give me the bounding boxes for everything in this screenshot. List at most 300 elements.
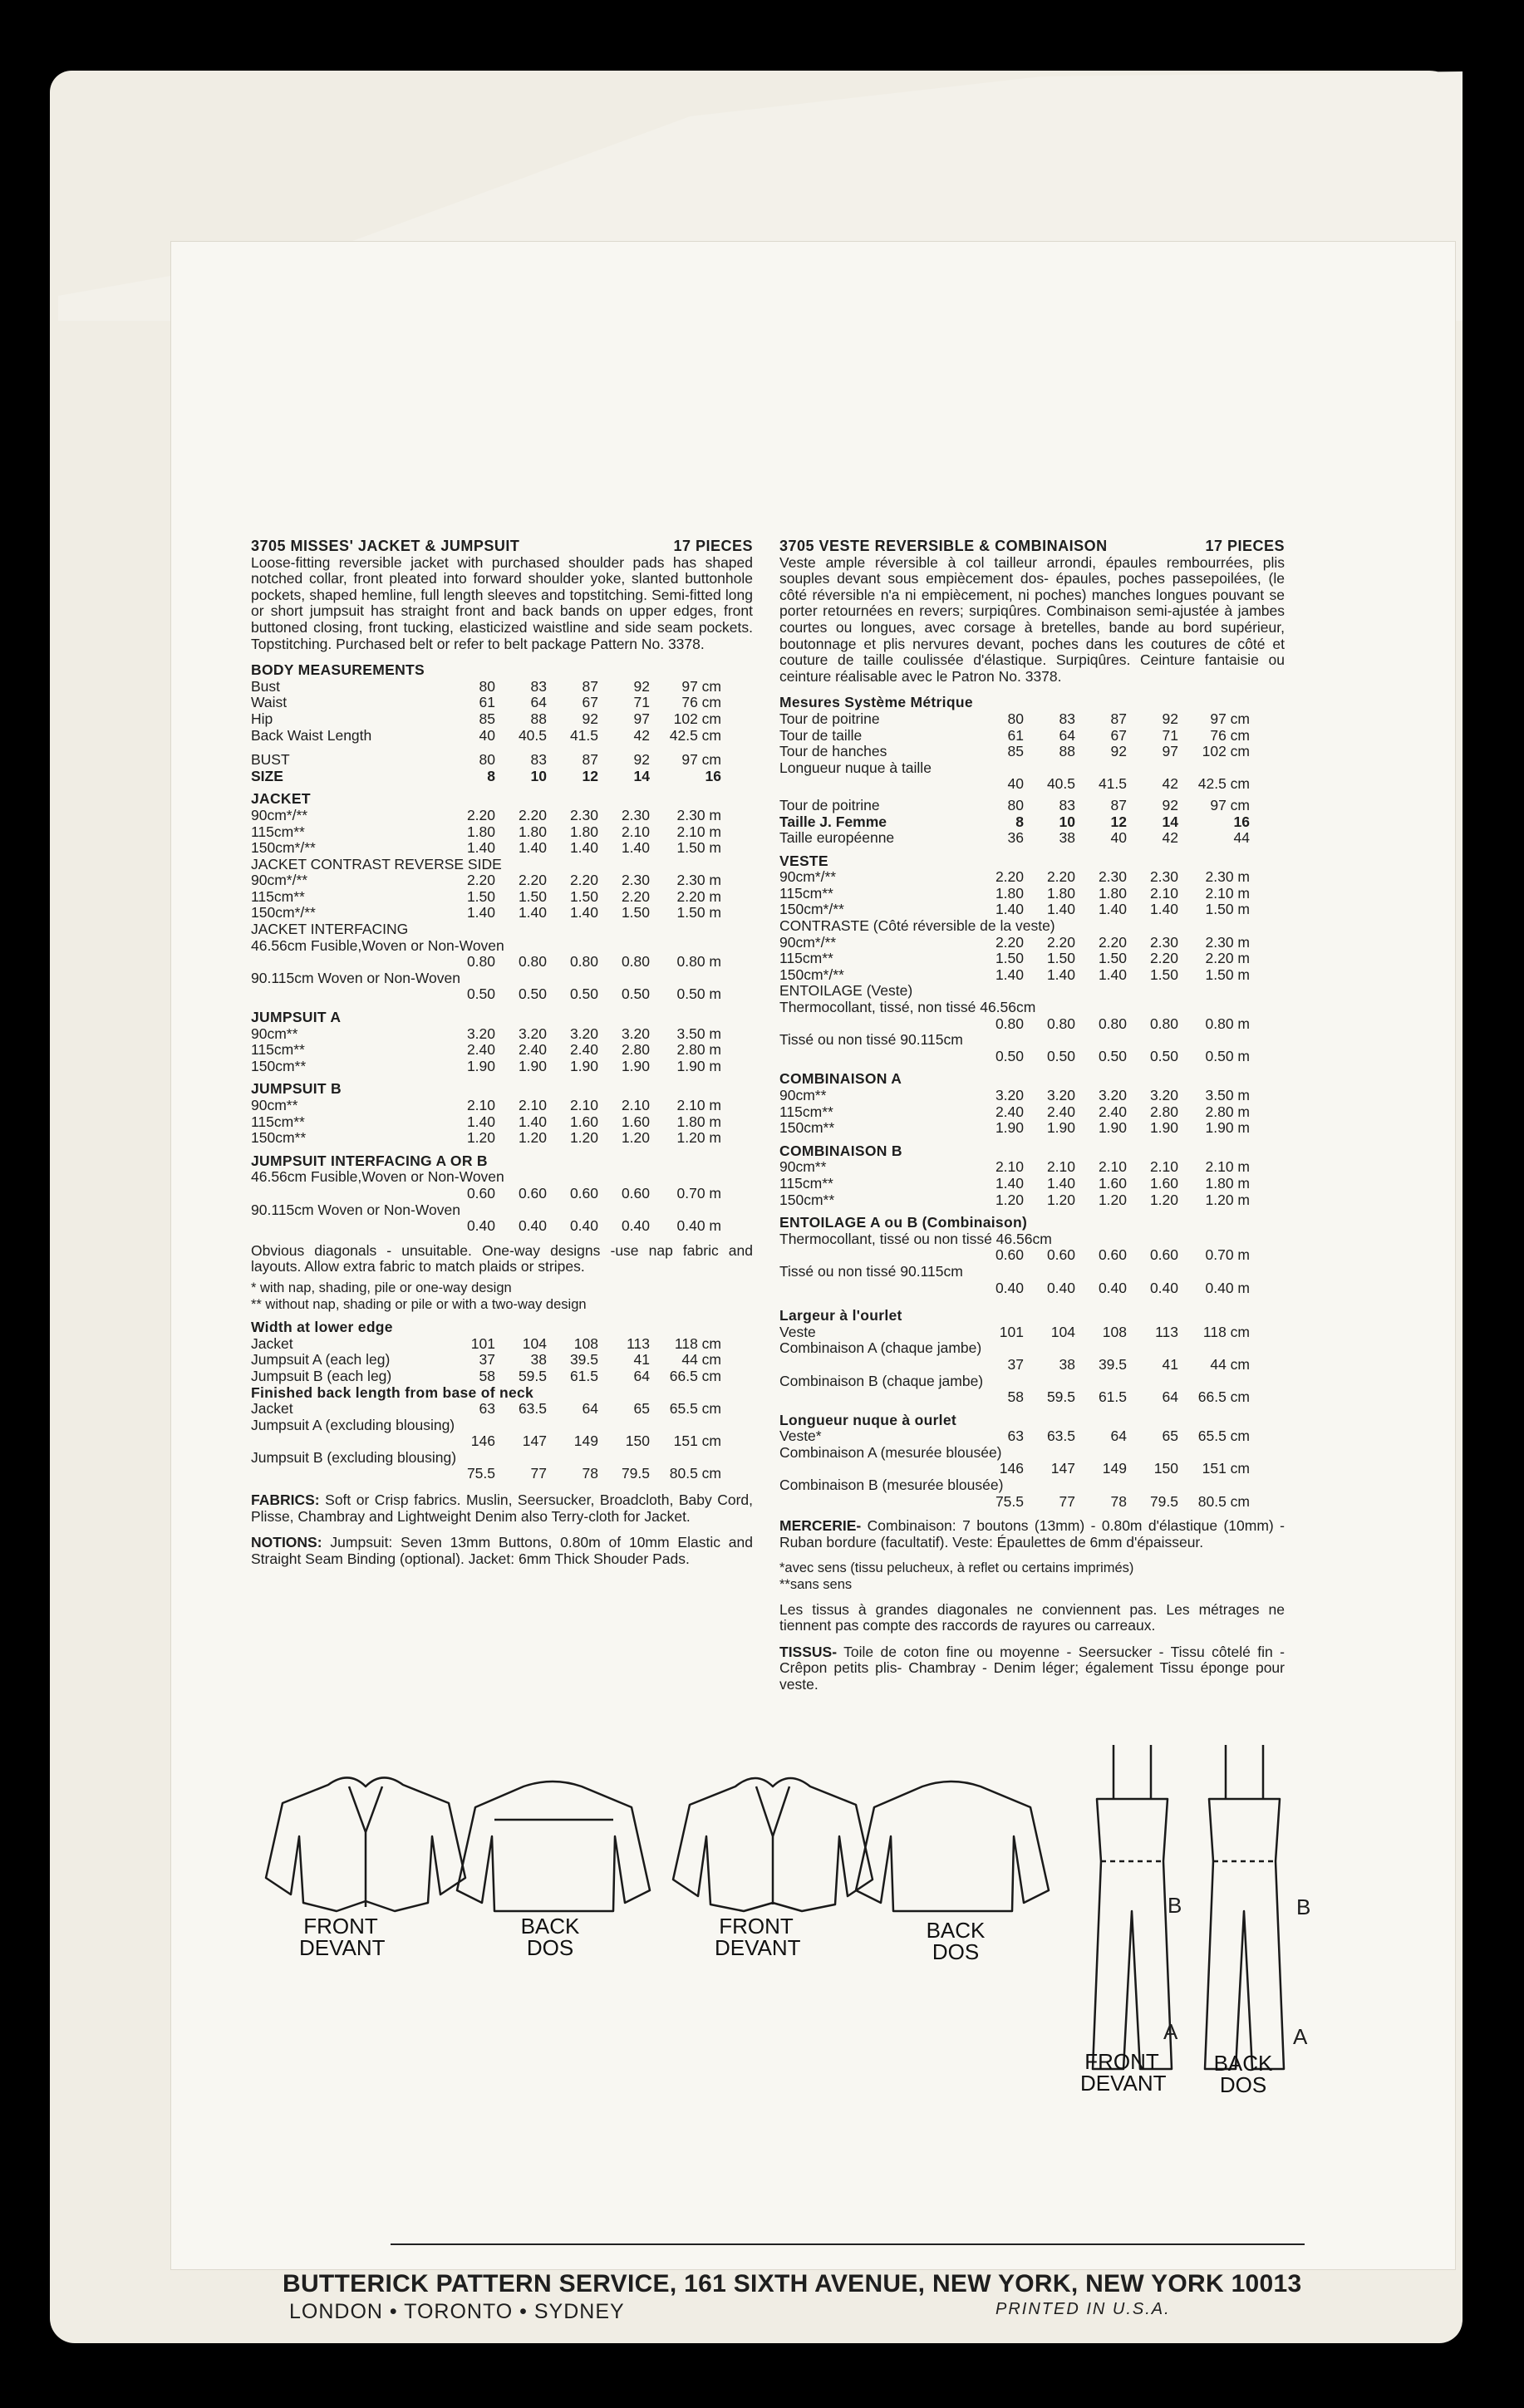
view-a-letter-front: A xyxy=(1163,2019,1178,2044)
row-value: 0.50 xyxy=(1046,1047,1075,1064)
row-label: 115cm** xyxy=(779,1103,833,1120)
row-value: 1.90 xyxy=(995,1119,1024,1137)
row-value: 42.5 cm xyxy=(669,726,721,744)
row-value: 97 cm xyxy=(1210,796,1250,813)
row-value: 118 cm xyxy=(674,1334,721,1352)
row-value: 1.40 xyxy=(1046,966,1075,983)
row-value: 1.40 xyxy=(569,904,598,921)
largeur-heading: Largeur à l'ourlet xyxy=(779,1307,902,1324)
row-value: 1.40 xyxy=(466,1113,495,1130)
row-value: 44 cm xyxy=(1210,1355,1250,1373)
row-value: 41 xyxy=(633,1351,650,1369)
row-value: 3.20 xyxy=(1046,1087,1075,1103)
row-value: 0.60 xyxy=(466,1184,495,1202)
row-value: 83 xyxy=(530,751,547,769)
row-label: Tour de poitrine xyxy=(779,710,880,727)
row-value: 40 xyxy=(1110,829,1127,847)
row-label: 150cm** xyxy=(251,1058,307,1074)
row-value: 37 xyxy=(1007,1355,1024,1373)
row-value: 87 xyxy=(1110,710,1127,727)
row-value: 0.40 xyxy=(569,1217,598,1235)
row-value: 1.40 xyxy=(518,1113,547,1130)
entoilage-heading: ENTOILAGE (Veste) xyxy=(779,982,913,1000)
row-value: 2.20 xyxy=(995,868,1024,886)
row-value: 80 xyxy=(1007,710,1024,727)
row-value: 61 xyxy=(479,694,495,711)
row-label: 150cm*/** xyxy=(779,966,844,983)
row-value: 3.20 xyxy=(1098,1087,1127,1103)
row-value: 1.50 xyxy=(995,950,1024,967)
diagonals-note: Obvious diagonals - unsuitable. One-way designs -use nap fabric and layouts. Allow extra fabric to match plaids or stripes. xyxy=(251,1241,753,1275)
row-value: 0.80 xyxy=(518,953,547,971)
back-label: BACK xyxy=(1213,2051,1273,2076)
jacket-back-drawing-2 xyxy=(856,1781,1049,1911)
row-value: 2.80 m xyxy=(1205,1103,1250,1120)
row-value: 2.20 m xyxy=(676,887,721,905)
tissus-text: Toile de coton fine ou moyenne - Seersucker - Tissu côtelé fin - Crêpon petits plis- Chambray - Denim léger; également Tissu éponge pour veste. xyxy=(779,1643,1285,1693)
row-value: 42.5 cm xyxy=(1197,775,1250,793)
row-value: 39.5 xyxy=(1098,1355,1127,1373)
row-value: 151 cm xyxy=(673,1433,721,1450)
row-value: 1.50 m xyxy=(1205,966,1250,983)
row-value: 1.50 xyxy=(569,887,598,905)
row-value: 3.50 m xyxy=(1205,1087,1250,1103)
row-label: 150cm*/** xyxy=(779,902,844,918)
row-value: 64 xyxy=(530,694,547,711)
row-value: 101 xyxy=(470,1334,495,1352)
row-value: 146 xyxy=(999,1460,1024,1477)
row-value: 2.40 xyxy=(1046,1103,1075,1120)
jacket-heading: JACKET xyxy=(251,790,311,808)
row-value: 87 xyxy=(582,677,598,695)
row-value: 59.5 xyxy=(1046,1388,1075,1406)
row-value: 65.5 cm xyxy=(1197,1428,1250,1445)
dos-label: DOS xyxy=(526,1935,574,1960)
row-value: 2.10 xyxy=(995,1158,1024,1176)
row-value: 149 xyxy=(573,1433,598,1450)
french-pieces: 17 PIECES xyxy=(1205,538,1285,554)
row-label: Jumpsuit B (each leg) xyxy=(251,1368,392,1384)
row-value: 147 xyxy=(1050,1460,1075,1477)
row-value: 97 xyxy=(633,710,650,727)
row-label: Jumpsuit B (excluding blousing) xyxy=(251,1448,457,1466)
row-value: 2.40 xyxy=(995,1103,1024,1120)
row-label: 150cm** xyxy=(779,1192,835,1208)
row-value: 97 cm xyxy=(1210,710,1250,727)
row-label: 90cm*/** xyxy=(779,869,837,886)
row-value: 65.5 cm xyxy=(669,1400,721,1418)
row-value: 67 xyxy=(1110,726,1127,744)
row-value: 41.5 xyxy=(569,726,598,744)
row-value: 80.5 cm xyxy=(669,1465,721,1482)
row-value: 1.40 xyxy=(466,904,495,921)
row-label: 115cm** xyxy=(779,885,833,902)
row-label: Jumpsuit A (each leg) xyxy=(251,1352,391,1369)
row-value: 2.20 xyxy=(1046,868,1075,886)
row-value: 0.50 xyxy=(466,985,495,1003)
row-value: 16 xyxy=(705,767,721,784)
row-label: Taille J. Femme xyxy=(779,813,887,830)
jacket-back-drawing-1 xyxy=(457,1781,650,1911)
row-value: 1.60 xyxy=(1098,1174,1127,1192)
row-value: 150 xyxy=(1153,1460,1178,1477)
row-value: 1.40 xyxy=(518,839,547,857)
row-value: 38 xyxy=(1059,1355,1075,1373)
row-value: 1.90 xyxy=(1098,1119,1127,1137)
row-value: 2.10 xyxy=(466,1097,495,1113)
footer-rule xyxy=(391,2243,1305,2245)
row-value: 97 cm xyxy=(681,677,721,695)
row-value: 0.50 m xyxy=(1205,1047,1250,1064)
row-label: Combinaison A (mesurée blousée) xyxy=(779,1443,1002,1461)
row-value: 75.5 xyxy=(466,1465,495,1482)
row-value: 10 xyxy=(530,767,547,784)
row-value: 66.5 cm xyxy=(1197,1388,1250,1406)
row-value: 80 xyxy=(479,677,495,695)
combinaison-b-heading: COMBINAISON B xyxy=(779,1142,902,1159)
jacket-front-label-2 xyxy=(715,1914,801,1960)
row-value: 79.5 xyxy=(1149,1492,1178,1510)
row-value: 1.90 m xyxy=(1205,1119,1250,1137)
row-value: 0.80 xyxy=(621,953,650,971)
row-value: 1.50 xyxy=(1149,966,1178,983)
row-value: 108 xyxy=(1102,1323,1127,1340)
row-label: 90cm** xyxy=(779,1088,827,1103)
row-value: 64 xyxy=(633,1367,650,1384)
row-value: 12 xyxy=(582,767,598,784)
veste-heading: VESTE xyxy=(779,852,828,869)
row-value: 0.80 xyxy=(569,953,598,971)
row-value: 3.20 xyxy=(1149,1087,1178,1103)
row-label: Tour de poitrine xyxy=(779,797,880,813)
row-value: 3.20 xyxy=(621,1025,650,1042)
row-value: 2.20 xyxy=(995,933,1024,951)
row-value: 104 xyxy=(522,1334,547,1352)
jacket-front-label-1 xyxy=(299,1914,386,1960)
row-label: Hip xyxy=(251,710,273,727)
row-value: 3.20 xyxy=(466,1025,495,1042)
row-value: 0.50 xyxy=(1149,1047,1178,1064)
row-value: 149 xyxy=(1102,1460,1127,1477)
devant-label: DEVANT xyxy=(715,1935,801,1960)
row-value: 14 xyxy=(633,767,650,784)
row-label: 150cm** xyxy=(251,1130,307,1147)
row-value: 2.20 xyxy=(518,806,547,823)
row-value: 2.20 xyxy=(518,872,547,889)
row-value: 78 xyxy=(582,1465,598,1482)
row-value: 1.20 xyxy=(569,1129,598,1147)
jumpsuit-a-heading: JUMPSUIT A xyxy=(251,1009,342,1026)
jacket-interfacing-heading: JACKET INTERFACING xyxy=(251,921,409,938)
row-label: 150cm** xyxy=(779,1120,835,1137)
row-value: 87 xyxy=(1110,796,1127,813)
devant-label: DEVANT xyxy=(299,1935,386,1960)
row-value: 1.50 xyxy=(621,904,650,921)
row-value: 1.20 xyxy=(1046,1191,1075,1208)
row-value: 101 xyxy=(999,1323,1024,1340)
row-value: 92 xyxy=(1162,796,1178,813)
row-value: 14 xyxy=(1162,813,1178,830)
jumpsuit-b-heading: JUMPSUIT B xyxy=(251,1080,342,1098)
row-label: 46.56cm Fusible,Woven or Non-Woven xyxy=(251,1168,504,1186)
row-label: 115cm** xyxy=(251,888,305,905)
row-value: 38 xyxy=(1059,829,1075,847)
row-label: 90cm** xyxy=(251,1098,298,1113)
mesures-heading: Mesures Système Métrique xyxy=(779,694,973,711)
row-value: 1.20 m xyxy=(676,1129,721,1147)
row-value: 1.40 xyxy=(621,839,650,857)
row-label: 90cm*/** xyxy=(779,934,837,951)
row-label: Jumpsuit A (excluding blousing) xyxy=(251,1416,455,1433)
row-value: 102 cm xyxy=(1202,743,1250,760)
row-label: 90.115cm Woven or Non-Woven xyxy=(251,969,460,986)
row-value: 147 xyxy=(522,1433,547,1450)
row-value: 1.40 xyxy=(1046,1174,1075,1192)
row-value: 2.30 xyxy=(621,806,650,823)
french-title: 3705 VESTE REVERSIBLE & COMBINAISON xyxy=(779,538,1108,554)
row-value: 1.80 xyxy=(569,823,598,840)
row-value: 10 xyxy=(1059,813,1075,830)
row-value: 0.80 xyxy=(1098,1015,1127,1032)
row-value: 1.90 xyxy=(466,1057,495,1074)
row-value: 77 xyxy=(530,1465,547,1482)
row-value: 1.50 xyxy=(466,887,495,905)
row-value: 2.30 xyxy=(1149,933,1178,951)
row-value: 1.80 xyxy=(995,884,1024,902)
english-title: 3705 MISSES' JACKET & JUMPSUIT xyxy=(251,538,520,554)
row-label: 150cm*/** xyxy=(251,840,316,857)
row-value: 2.10 m xyxy=(676,823,721,840)
mercerie-text: Combinaison: 7 boutons (13mm) - 0.80m d'élastique (10mm) - Ruban bordure (facultatif). Veste: Épaulettes de 6mm d'épaisseur. xyxy=(779,1517,1286,1550)
row-value: 0.60 xyxy=(518,1184,547,1202)
row-value: 1.20 m xyxy=(1205,1191,1250,1208)
row-value: 2.80 xyxy=(1149,1103,1178,1120)
row-value: 0.80 m xyxy=(676,953,721,971)
row-label: Tour de taille xyxy=(779,727,863,744)
row-value: 2.10 xyxy=(621,1097,650,1113)
row-label: 90cm*/** xyxy=(251,872,308,889)
row-value: 64 xyxy=(582,1400,598,1418)
row-value: 0.60 xyxy=(1149,1246,1178,1264)
row-value: 0.50 xyxy=(518,985,547,1003)
entoilage-ab-heading: ENTOILAGE A ou B (Combinaison) xyxy=(779,1214,1028,1231)
row-value: 1.80 xyxy=(518,823,547,840)
row-value: 1.40 xyxy=(995,1174,1024,1192)
row-value: 1.90 xyxy=(621,1057,650,1074)
french-description: Veste ample réversible à col tailleur arrondi, épaules rembourrées, plis souples devant sous empiècement dos- épaules, poches passepoilées, (le côté réversible n'a ni empiècement, ni poches) manches longues pouvant se porter retournées en revers; surpiqûres. Combinaison semi-ajustée à jambes courtes ou longues, avec corsage à bretelles, bande au bord supérieur, boutonnage et plis nervures devant, poches dans les coutures de côté et couture de taille coulissée d'élastique. Surpiqûres. Ceinture fantaisie ou ceinture réalisable avec le Patron No. 3378. xyxy=(779,553,1285,685)
row-value: 61 xyxy=(1007,726,1024,744)
row-value: 63 xyxy=(479,1400,495,1418)
row-label: Combinaison B (chaque jambe) xyxy=(779,1372,984,1389)
row-value: 150 xyxy=(625,1433,650,1450)
row-label: 90cm** xyxy=(779,1159,827,1176)
row-value: 65 xyxy=(633,1400,650,1418)
jumpsuit-back-label xyxy=(1202,2052,1285,2096)
row-value: 59.5 xyxy=(518,1367,547,1384)
row-label: 150cm*/** xyxy=(251,905,316,921)
row-value: 0.40 xyxy=(1098,1279,1127,1296)
row-value: 1.80 xyxy=(466,823,495,840)
row-value: 0.60 xyxy=(1098,1246,1127,1264)
row-value: 71 xyxy=(1162,726,1178,744)
row-value: 1.40 xyxy=(1149,901,1178,918)
row-value: 1.20 xyxy=(518,1129,547,1147)
row-value: 3.20 xyxy=(569,1025,598,1042)
row-value: 65 xyxy=(1162,1428,1178,1445)
footer-printed: PRINTED IN U.S.A. xyxy=(996,2300,1171,2318)
row-value: 1.20 xyxy=(621,1129,650,1147)
row-value: 87 xyxy=(582,751,598,769)
row-value: 102 cm xyxy=(673,710,721,727)
row-value: 151 cm xyxy=(1202,1460,1250,1477)
english-description: Loose-fitting reversible jacket with purchased shoulder pads has shaped notched collar, front pleated into forward shoulder yoke, slanted buttonhole pockets, shaped hemline, full length sleeves and topstitching. Semi-fitted long or short jumpsuit has straight front and back bands on upper edges, front buttoned closing, front tucking, elasticized waistline and side seam pockets. Topstitching. Purchased belt or refer to belt package Pattern No. 3378. xyxy=(251,553,753,652)
row-value: 0.40 xyxy=(466,1217,495,1235)
row-value: 1.50 xyxy=(518,887,547,905)
row-value: 2.10 m xyxy=(1205,884,1250,902)
notions-text: Jumpsuit: Seven 13mm Buttons, 0.80m of 10mm Elastic and Straight Seam Binding (optional). Jacket: 6mm Thick Shouder Pads. xyxy=(251,1534,753,1567)
row-value: 61.5 xyxy=(1098,1388,1127,1406)
row-label: 115cm** xyxy=(779,951,833,967)
row-label: Tour de hanches xyxy=(779,744,887,760)
row-value: 1.50 xyxy=(1046,950,1075,967)
longueur-heading: Longueur nuque à ourlet xyxy=(779,1411,957,1428)
row-value: 80 xyxy=(479,751,495,769)
english-pieces: 17 PIECES xyxy=(673,538,753,554)
row-value: 63.5 xyxy=(518,1400,547,1418)
row-value: 1.20 xyxy=(1149,1191,1178,1208)
row-value: 0.80 xyxy=(1046,1015,1075,1032)
row-value: 113 xyxy=(627,1334,650,1352)
row-value: 1.40 xyxy=(466,839,495,857)
jacket-back-label-1 xyxy=(509,1915,592,1958)
row-value: 36 xyxy=(1007,829,1024,847)
jacket-contrast-heading: JACKET CONTRAST REVERSE SIDE xyxy=(251,855,502,872)
row-label: Tissé ou non tissé 90.115cm xyxy=(779,1031,963,1049)
sens-note-1: *avec sens (tissu pelucheux, à reflet ou certains imprimés) xyxy=(779,1560,1134,1576)
row-value: 40.5 xyxy=(1046,775,1075,793)
row-label: Waist xyxy=(251,695,288,711)
row-value: 1.50 m xyxy=(676,904,721,921)
row-value: 83 xyxy=(1059,796,1075,813)
front-label: FRONT xyxy=(719,1914,794,1939)
row-label: Bust xyxy=(251,678,281,695)
row-label: Thermocollant, tissé ou non tissé 46.56cm xyxy=(779,1230,1052,1247)
row-value: 2.20 xyxy=(569,872,598,889)
row-value: 1.60 xyxy=(569,1113,598,1130)
fabrics-label: FABRICS: xyxy=(251,1491,320,1509)
row-value: 2.30 xyxy=(1149,868,1178,886)
row-value: 3.20 xyxy=(995,1087,1024,1103)
footer-cities: LONDON • TORONTO • SYDNEY xyxy=(289,2300,625,2323)
row-value: 64 xyxy=(1162,1388,1178,1406)
nap-note-2: ** without nap, shading or pile or with a two-way design xyxy=(251,1296,587,1312)
row-value: 85 xyxy=(479,710,495,727)
row-value: 146 xyxy=(470,1433,495,1450)
row-value: 77 xyxy=(1059,1492,1075,1510)
row-label: 115cm** xyxy=(251,1042,305,1059)
row-value: 0.60 xyxy=(1046,1246,1075,1264)
row-label: Combinaison A (chaque jambe) xyxy=(779,1339,982,1357)
row-label: 46.56cm Fusible,Woven or Non-Woven xyxy=(251,936,504,954)
front-label: FRONT xyxy=(303,1914,378,1939)
row-value: 2.20 xyxy=(1149,950,1178,967)
row-value: 40 xyxy=(1007,775,1024,793)
contraste-heading: CONTRASTE (Côté réversible de la veste) xyxy=(779,917,1055,935)
row-value: 0.40 xyxy=(1149,1279,1178,1296)
row-label: Jacket xyxy=(251,1401,293,1418)
row-value: 0.80 xyxy=(1149,1015,1178,1032)
row-value: 104 xyxy=(1050,1323,1075,1340)
row-value: 97 xyxy=(1162,743,1178,760)
row-value: 8 xyxy=(1015,813,1024,830)
row-value: 2.20 xyxy=(1046,933,1075,951)
row-value: 92 xyxy=(633,677,650,695)
row-value: 2.30 m xyxy=(676,872,721,889)
row-label: Back Waist Length xyxy=(251,727,372,744)
row-value: 2.80 xyxy=(621,1041,650,1059)
row-value: 1.60 xyxy=(1149,1174,1178,1192)
row-value: 79.5 xyxy=(621,1465,650,1482)
row-value: 58 xyxy=(1007,1388,1024,1406)
row-value: 92 xyxy=(582,710,598,727)
row-value: 0.40 xyxy=(621,1217,650,1235)
nap-note-1: * with nap, shading, pile or one-way design xyxy=(251,1280,512,1295)
row-label: Longueur nuque à taille xyxy=(779,759,932,776)
row-value: 1.60 xyxy=(621,1113,650,1130)
diagonales-note: Les tissus à grandes diagonales ne conviennent pas. Les métrages ne tiennent pas compte des raccords de rayures ou carreaux. xyxy=(779,1600,1285,1634)
row-value: 92 xyxy=(1162,710,1178,727)
row-value: 0.50 m xyxy=(676,985,721,1003)
row-value: 0.50 xyxy=(569,985,598,1003)
row-value: 1.80 m xyxy=(676,1113,721,1130)
row-value: 1.90 m xyxy=(676,1057,721,1074)
jacket-back-label-2 xyxy=(914,1919,997,1963)
mercerie-label: MERCERIE- xyxy=(779,1517,862,1535)
row-value: 0.60 xyxy=(569,1184,598,1202)
sens-note-2: **sans sens xyxy=(779,1577,853,1593)
row-value: 0.40 m xyxy=(676,1217,721,1235)
row-label: Veste* xyxy=(779,1428,822,1445)
row-value: 1.40 xyxy=(1098,901,1127,918)
row-value: 1.20 xyxy=(466,1129,495,1147)
row-value: 92 xyxy=(633,751,650,769)
row-value: 40 xyxy=(479,726,495,744)
view-b-letter-front: B xyxy=(1168,1893,1182,1918)
body-measurements-heading: BODY MEASUREMENTS xyxy=(251,661,425,679)
row-value: 41 xyxy=(1162,1355,1178,1373)
row-value: 42 xyxy=(1162,829,1178,847)
row-label: Veste xyxy=(779,1324,816,1340)
row-value: 64 xyxy=(1110,1428,1127,1445)
row-value: 80.5 cm xyxy=(1197,1492,1250,1510)
row-value: 1.90 xyxy=(1046,1119,1075,1137)
combinaison-a-heading: COMBINAISON A xyxy=(779,1070,902,1088)
dos-label: DOS xyxy=(932,1939,980,1964)
row-value: 2.40 xyxy=(466,1041,495,1059)
row-label: BUST xyxy=(251,752,290,769)
row-label: Tissé ou non tissé 90.115cm xyxy=(779,1262,963,1280)
row-value: 92 xyxy=(1110,743,1127,760)
row-value: 2.10 xyxy=(518,1097,547,1113)
view-b-letter-back: B xyxy=(1296,1894,1311,1919)
row-label: 90.115cm Woven or Non-Woven xyxy=(251,1201,460,1218)
row-value: 88 xyxy=(530,710,547,727)
row-value: 38 xyxy=(530,1351,547,1369)
row-label: Jacket xyxy=(251,1335,293,1352)
row-value: 0.40 xyxy=(518,1217,547,1235)
finished-length-heading: Finished back length from base of neck xyxy=(251,1383,534,1401)
row-value: 71 xyxy=(633,694,650,711)
